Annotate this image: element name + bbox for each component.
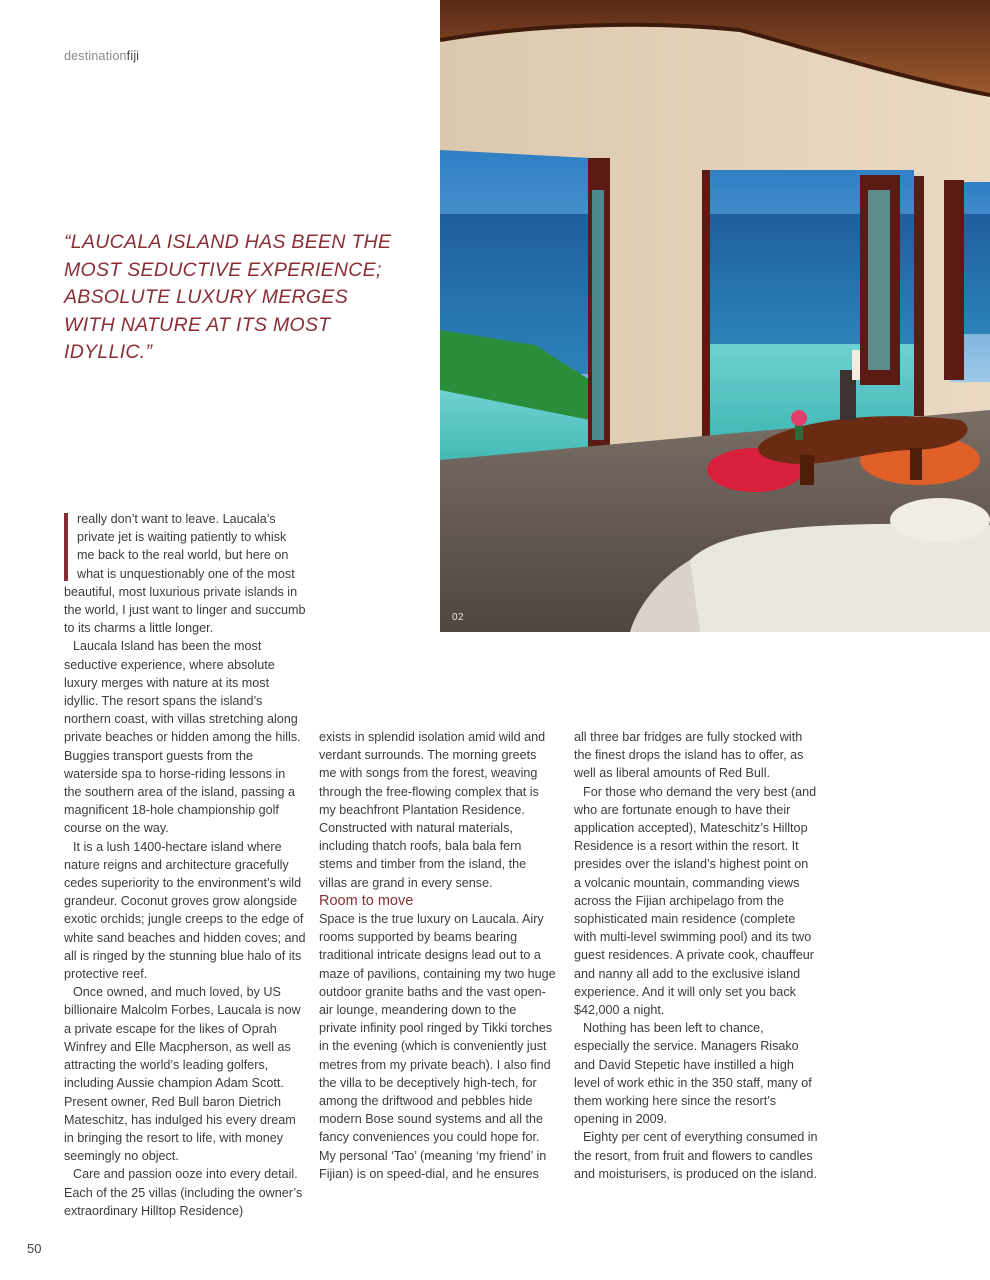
article-column-1: [64, 510, 306, 1220]
subheading: Room to move: [319, 892, 414, 909]
paragraph: exists in splendid isolation amid wild and verdant surrounds. The morning greets me with songs from the forest, weaving through the free-flowing complex that is my beachfront Plantation Residence. Constructed with natural materials, including thatch roofs, bala bala fern stems and timber from the island, the villas are grand in every sense.: [319, 730, 546, 890]
page-number: 50: [27, 1241, 42, 1256]
paragraph: Eighty per cent of everything consumed in the resort, from fruit and flowers to candles and moisturisers, is produced on the island.: [574, 1130, 818, 1181]
paragraph: really don’t want to leave. Laucala’s private jet is waiting patiently to whisk me back to the real world, but here on what is unquestionably one of the most beautiful, most luxurious private islands in the world, I just want to linger and succumb to its charms a little longer.: [64, 512, 306, 636]
resort-villa-photo: [440, 0, 990, 632]
paragraph: Laucala Island has been the most seductive experience, where absolute luxury merges with nature at its most idyllic. The resort spans the island’s northern coast, with villas stretching along private beaches or hidden among the hills. Buggies transport guests from the waterside spa to horse-riding lessons in the southern area of the island, passing a magnificent 18-hole championship golf course on the way.: [64, 639, 301, 836]
article-column-3: [574, 728, 818, 1183]
paragraph: It is a lush 1400-hectare island where nature reigns and architecture gracefully cedes superiority to the environment’s wild grandeur. Coconut groves grow alongside exotic orchids; jungle creeps to the edge of white sand beaches and hidden coves; and all is ringed by the stunning blue halo of its protective reef.: [64, 839, 306, 982]
section-header: [64, 49, 139, 63]
paragraph: Care and passion ooze into every detail. Each of the 25 villas (including the owner’s extraordinary Hilltop Residence): [64, 1167, 303, 1218]
paragraph: Once owned, and much loved, by US billionaire Malcolm Forbes, Laucala is now a private escape for the likes of Oprah Winfrey and Elle Macpherson, as well as attracting the world’s leading golfers, including Aussie champion Adam Scott. Present owner, Red Bull baron Dietrich Mateschitz, has indulged his every dream in bringing the resort to life, with money seemingly no object.: [64, 985, 301, 1164]
drop-cap-bar: [64, 513, 68, 581]
paragraph: Space is the true luxury on Laucala. Airy rooms supported by beams bearing traditional intricate designs lead out to a maze of pavilions, containing my two huge outdoor granite baths and the vast open-air lounge, meandering down to the private infinity pool ringed by Tikki torches in the evening (which is conveniently just metres from my private beach). I also find the villa to be deceptively high-tech, for among the driftwood and pebbles hide modern Bose sound systems and all the fancy conveniences you could hope for. My personal ‘Tao’ (meaning ‘my friend’ in Fijian) is on speed-dial, and he ensures: [319, 912, 556, 1181]
section-label: destination: [64, 49, 127, 63]
pull-quote: “LAUCALA ISLAND HAS BEEN THE MOST SEDUCTIVE EXPERIENCE; ABSOLUTE LUXURY MERGES WITH NATURE AT ITS MOST IDYLLIC.”: [64, 231, 392, 364]
paragraph: Nothing has been left to chance, especially the service. Managers Risako and David Stepetic have instilled a high level of work ethic in the 350 staff, many of them working here since the resort’s opening in 2009.: [574, 1021, 812, 1127]
paragraph: all three bar fridges are fully stocked with the finest drops the island has to offer, as well as liberal amounts of Red Bull.: [574, 730, 804, 781]
section-title: fiji: [126, 49, 140, 63]
paragraph: For those who demand the very best (and who are fortunate enough to have their application accepted), Mateschitz’s Hilltop Residence is a resort within the resort. It presides over the island’s highest point on a volcanic mountain, commanding views across the Fijian archipelago from the sophisticated main residence (complete with multi-level swimming pool) and its two guest residences. A private cook, chauffeur and nanny all add to the exclusive island experience. And it will only set you back $42,000 a night.: [574, 784, 817, 1018]
photo-number: 02: [452, 612, 465, 623]
article-column-2: [319, 728, 557, 1183]
